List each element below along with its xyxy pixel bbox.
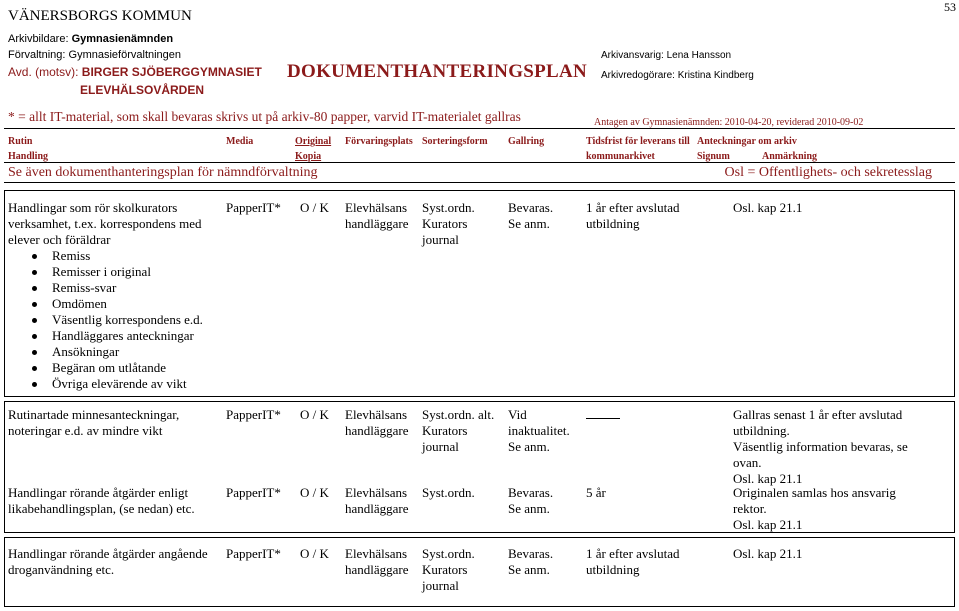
cell-line: Se anm. (508, 216, 550, 231)
col-rutin: Rutin (8, 136, 33, 147)
row3-sorteringsform (422, 485, 475, 501)
row3-handling (8, 485, 195, 517)
cell-line: Se anm. (508, 562, 550, 577)
list-item: Övriga elevärende av vikt (8, 376, 203, 392)
cell-line: Syst.ordn. (422, 485, 475, 500)
row1-handling-line: elever och föräldrar (8, 232, 111, 247)
cell-line: Bevaras. (508, 200, 554, 215)
col-original: Original (295, 136, 332, 147)
row4-anmarkning (733, 546, 802, 562)
cell-line: rektor. (733, 501, 767, 516)
row4-forvaringsplats (345, 546, 409, 578)
cell-line: journal (422, 232, 459, 247)
cell-line: handläggare (345, 501, 409, 516)
archive-subunit: ELEVHÄLSOVÅRDEN (80, 83, 205, 97)
adoption-date: Antagen av Gymnasienämnden: 2010-04-20, reviderad 2010-09-02 (594, 117, 864, 128)
page-number: 53 (944, 0, 956, 14)
list-item: Ansökningar (8, 344, 203, 360)
cell-line: journal (422, 578, 459, 593)
archive-creator-label: Arkivbildare: (8, 33, 72, 45)
col-anteckningar: Anteckningar om arkiv (697, 136, 797, 147)
row2-sorteringsform (422, 407, 494, 455)
row4-sorteringsform (422, 546, 475, 594)
row4-media: PapperIT* (226, 546, 281, 561)
document-title: DOKUMENTHANTERINGSPLAN (287, 61, 588, 82)
cell-line: Syst.ordn. (422, 200, 475, 215)
list-item: Begäran om utlåtande (8, 360, 203, 376)
cell-line: Osl. kap 21.1 (733, 471, 803, 486)
row3-handling-line: likabehandlingsplan, (se nedan) etc. (8, 501, 195, 516)
cell-line: Bevaras. (508, 546, 554, 561)
archive-responsible: Arkivansvarig: Lena Hansson (601, 50, 732, 61)
row4-handling-line: droganvändning etc. (8, 562, 115, 577)
row4-original: O / K (300, 546, 329, 561)
cell-line: Se anm. (508, 439, 550, 454)
archive-unit-label: Avd. (motsv): (8, 65, 82, 79)
cell-line: Kurators (422, 562, 468, 577)
cell-line: handläggare (345, 562, 409, 577)
row3-tidsfrist (586, 485, 606, 501)
header-rule-mid (4, 162, 955, 163)
col-gallring: Gallring (508, 136, 545, 147)
cell-line: Se anm. (508, 501, 550, 516)
archive-unit-value: BIRGER SJÖBERGGYMNASIET (81, 65, 262, 79)
archive-creator-value: Gymnasienämnden (71, 33, 174, 45)
col-media: Media (226, 136, 254, 147)
header-rule-bottom (4, 182, 955, 183)
cell-line: Elevhälsans (345, 200, 408, 215)
list-item: Remiss-svar (8, 280, 203, 296)
header-rule-top (4, 128, 955, 129)
row2-handling-line: noteringar e.d. av mindre vikt (8, 423, 163, 438)
col-kommunarkivet: kommunarkivet (586, 151, 655, 162)
row2-gallring (508, 407, 570, 455)
archive-unit (8, 65, 262, 79)
row2-anmarkning (733, 407, 908, 487)
row1-media: PapperIT* (226, 200, 281, 215)
row1-anmarkning (733, 200, 802, 216)
cell-line: ovan. (733, 455, 762, 470)
cell-line: Vid (508, 407, 527, 422)
row2-handling (8, 407, 179, 439)
list-item: Remisser i original (8, 264, 203, 280)
cell-line: Bevaras. (508, 485, 554, 500)
cell-line: Osl. kap 21.1 (733, 546, 803, 561)
cell-line: Kurators (422, 423, 468, 438)
osl-abbreviation-note: Osl = Offentlighets- och sekretesslag (724, 165, 932, 180)
cell-line: Elevhälsans (345, 485, 408, 500)
row1-bullet-list (8, 248, 203, 392)
row4-gallring (508, 546, 553, 578)
row2-handling-line: Rutinartade minnesanteckningar, (8, 407, 180, 422)
row1-handling-line: Handlingar som rör skolkurators (8, 200, 178, 215)
cell-line: Gallras senast 1 år efter avslutad (733, 407, 903, 422)
cell-line: handläggare (345, 216, 409, 231)
list-item: Omdömen (8, 296, 203, 312)
cell-line: Elevhälsans (345, 407, 408, 422)
cell-line: Väsentlig information bevaras, se (733, 439, 908, 454)
see-also-note: Se även dokumenthanteringsplan för nämndförvaltning (8, 165, 318, 180)
cell-line: 1 år efter avslutad (586, 546, 680, 561)
list-item: Väsentlig korrespondens e.d. (8, 312, 203, 328)
cell-line: inaktualitet. (508, 423, 570, 438)
col-forvaringsplats: Förvaringsplats (345, 136, 413, 147)
row1-gallring (508, 200, 553, 232)
cell-line: 5 år (586, 485, 606, 500)
cell-line: Osl. kap 21.1 (733, 200, 803, 215)
cell-line: Originalen samlas hos ansvarig (733, 485, 896, 500)
row2-tidsfrist-blank (586, 418, 620, 419)
col-tidsfrist: Tidsfrist för leverans till (586, 136, 690, 147)
administration: Förvaltning: Gymnasieförvaltningen (8, 49, 182, 61)
organization-name: VÄNERSBORGS KOMMUN (8, 8, 192, 24)
col-kopia: Kopia (295, 151, 322, 162)
it-material-note: * = allt IT-material, som skall bevaras skrivs ut på arkiv-80 papper, varvid IT-materialet gallras (8, 109, 521, 124)
col-sorteringsform: Sorteringsform (422, 136, 488, 147)
row2-forvaringsplats (345, 407, 409, 439)
cell-line: Syst.ordn. alt. (422, 407, 495, 422)
row1-tidsfrist (586, 200, 679, 232)
row2-media: PapperIT* (226, 407, 281, 422)
cell-line: Kurators (422, 216, 468, 231)
cell-line: Elevhälsans (345, 546, 408, 561)
row3-forvaringsplats (345, 485, 409, 517)
archive-officer: Arkivredogörare: Kristina Kindberg (601, 70, 754, 81)
archive-creator (8, 33, 173, 45)
col-handling: Handling (8, 151, 49, 162)
col-signum: Signum (697, 151, 730, 162)
row1-handling (8, 200, 203, 392)
row2-original: O / K (300, 407, 329, 422)
row1-original: O / K (300, 200, 329, 215)
row3-gallring (508, 485, 553, 517)
row4-handling-line: Handlingar rörande åtgärder angående (8, 546, 208, 561)
cell-line: utbildning (586, 216, 640, 231)
row1-handling-line: verksamhet, t.ex. korrespondens med (8, 216, 202, 231)
row1-sorteringsform (422, 200, 475, 248)
cell-line: 1 år efter avslutad (586, 200, 680, 215)
row3-anmarkning (733, 485, 896, 533)
cell-line: journal (422, 439, 459, 454)
row3-handling-line: Handlingar rörande åtgärder enligt (8, 485, 189, 500)
list-item: Handläggares anteckningar (8, 328, 203, 344)
row4-tidsfrist (586, 546, 679, 578)
col-anmarkning: Anmärkning (762, 151, 818, 162)
cell-line: utbildning (586, 562, 640, 577)
cell-line: handläggare (345, 423, 409, 438)
row4-handling (8, 546, 208, 578)
row3-media: PapperIT* (226, 485, 281, 500)
row3-original: O / K (300, 485, 329, 500)
cell-line: Syst.ordn. (422, 546, 475, 561)
cell-line: Osl. kap 21.1 (733, 517, 803, 532)
row1-forvaringsplats (345, 200, 409, 232)
cell-line: utbildning. (733, 423, 790, 438)
list-item: Remiss (8, 248, 203, 264)
